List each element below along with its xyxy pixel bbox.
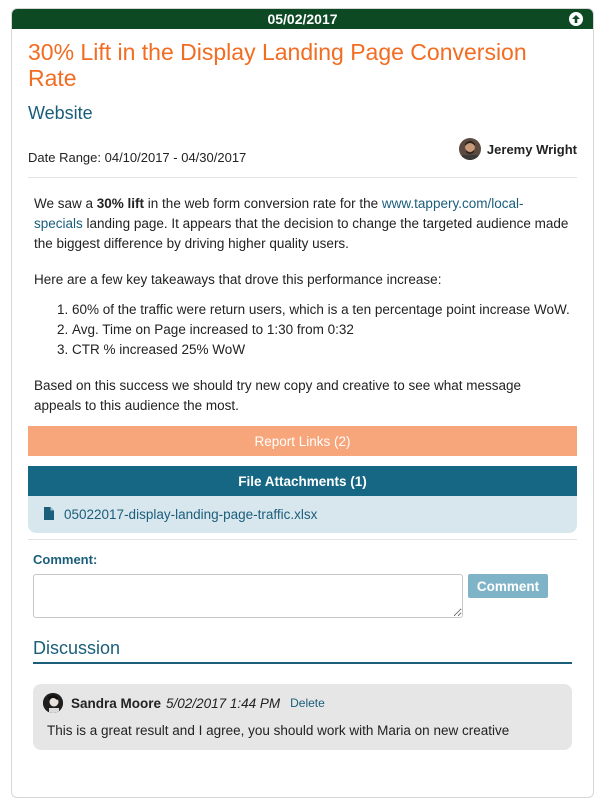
report-links-button[interactable]	[28, 426, 577, 456]
report-links-label: Report Links (2)	[254, 433, 351, 449]
file-attachments-header[interactable]	[28, 466, 577, 496]
insight-body	[28, 194, 577, 416]
body-paragraph: Based on this success we should try new copy and creative to see what message appeals to this audience the most.	[34, 378, 522, 413]
attachment-link[interactable]: 05022017-display-landing-page-traffic.xlsx	[64, 507, 318, 522]
author	[459, 138, 577, 160]
list-item: 3. CTR % increased 25% WoW	[72, 340, 571, 360]
body-highlight: 30% lift	[96, 196, 145, 211]
date-range: Date Range: 04/10/2017 - 04/30/2017	[28, 150, 247, 165]
comment-row	[28, 574, 577, 618]
arrow-up-circle-icon[interactable]	[569, 12, 583, 26]
comment-input[interactable]	[33, 574, 463, 618]
insight-meta	[28, 138, 577, 178]
avatar	[43, 693, 63, 713]
comment-button[interactable]: Comment	[468, 574, 548, 598]
body-text: landing page. It appears that the decision to change the targeted audience made the biggest difference by driving higher quality users.	[34, 216, 569, 251]
post-text: This is a great result and I agree, you should work with Maria on new creative	[47, 723, 510, 738]
body-paragraph: Here are a few key takeaways that drove this performance increase:	[34, 272, 442, 287]
file-icon	[44, 507, 54, 523]
list-item: 1. 60% of the traffic were return users, which is a ten percentage point increase WoW.	[72, 300, 571, 320]
post-header	[43, 693, 562, 713]
header-date: 05/02/2017	[267, 11, 338, 27]
landing-page-link[interactable]: www.tappery.com/local-specials	[34, 196, 524, 231]
discussion-title: Discussion	[33, 638, 572, 664]
avatar	[459, 138, 481, 160]
body-text: We saw a	[34, 196, 97, 211]
post-timestamp: 5/02/2017 1:44 PM	[166, 695, 281, 711]
list-item: 2. Avg. Time on Page increased to 1:30 from 0:32	[72, 320, 571, 340]
delete-link[interactable]: Delete	[290, 696, 325, 710]
card-header	[12, 9, 593, 29]
insight-card	[11, 8, 594, 798]
divider	[28, 539, 577, 540]
body-paragraph	[34, 194, 571, 254]
file-attachments-list	[28, 496, 577, 533]
file-attachments-label: File Attachments (1)	[238, 473, 367, 489]
post-author: Sandra Moore	[71, 695, 162, 711]
comment-label: Comment:	[33, 552, 98, 567]
insight-category: Website	[28, 103, 93, 123]
insight-title: 30% Lift in the Display Landing Page Conversion Rate	[28, 39, 527, 91]
discussion-post	[33, 684, 572, 750]
takeaways-list	[34, 300, 571, 360]
body-text: in the web form conversion rate for the	[144, 196, 382, 211]
author-name: Jeremy Wright	[486, 141, 577, 157]
